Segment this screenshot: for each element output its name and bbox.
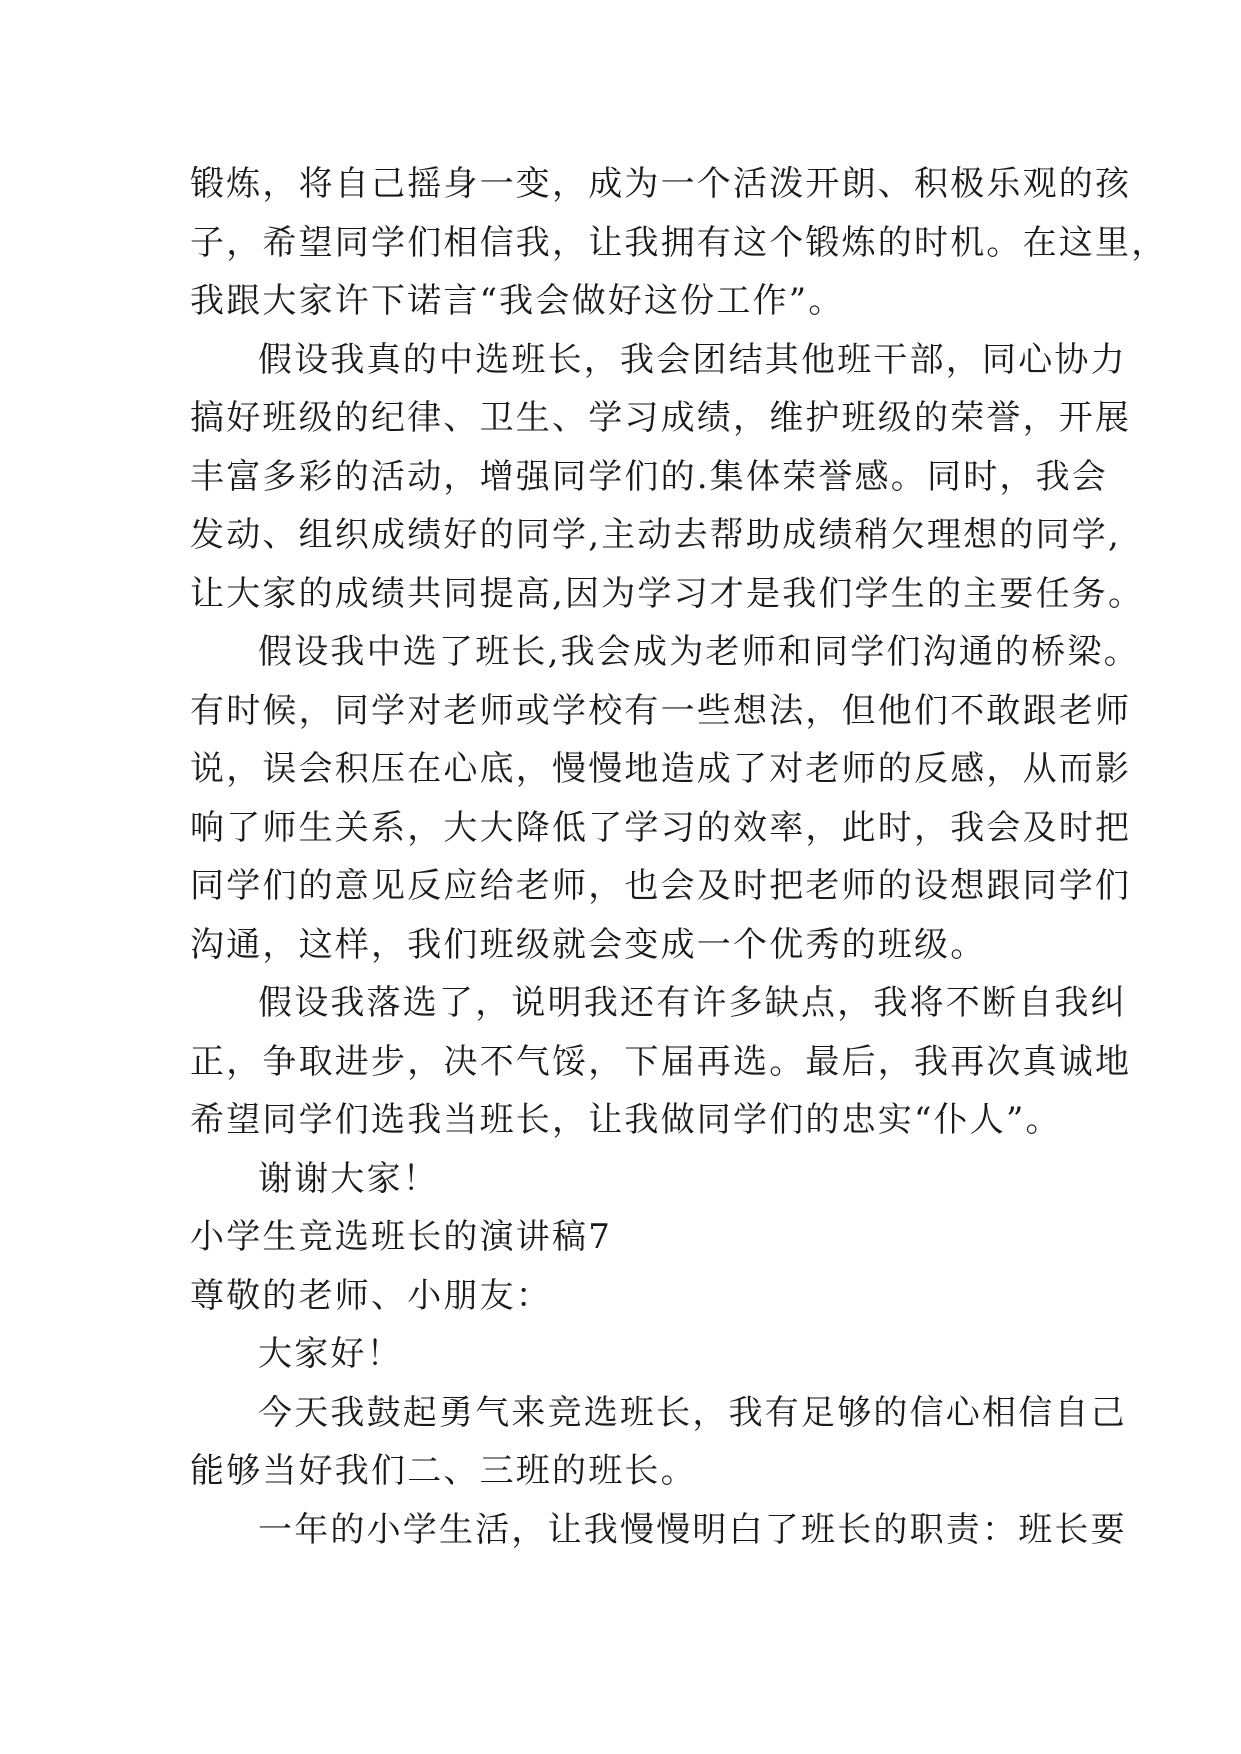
paragraph-start-line: 假设我真的中选班长，我会团结其他班干部，同心协力 — [258, 339, 1127, 380]
document-body — [190, 155, 1168, 1559]
paragraph-start-line: 一年的小学生活，让我慢慢明白了班长的职责：班长要 — [258, 1509, 1127, 1550]
section-heading: 小学生竞选班长的演讲稿7 — [190, 1217, 613, 1257]
text-line: 我跟大家许下诺言“我会做好这份工作”。 — [190, 281, 845, 321]
text-line: 沟通，这样，我们班级就会变成一个优秀的班级。 — [190, 924, 987, 965]
closing-line: 谢谢大家！ — [258, 1158, 439, 1199]
text-line: 锻炼，将自己摇身一变，成为一个活泼开朗、积极乐观的孩 — [190, 164, 1132, 204]
text-line: 有时候，同学对老师或学校有一些想法，但他们不敢跟老师 — [190, 690, 1132, 731]
text-line: 子，希望同学们相信我，让我拥有这个锻炼的时机。在这里， — [190, 222, 1168, 263]
text-line: 说，误会积压在心底，慢慢地造成了对老师的反感，从而影 — [190, 749, 1132, 789]
paragraph-start-line: 假设我落选了，说明我还有许多缺点，我将不断自我纠 — [258, 983, 1127, 1023]
salutation-line: 尊敬的老师、小朋友： — [190, 1275, 552, 1316]
text-line: 发动、组织成绩好的同学,主动去帮助成绩稍欠理想的同学, — [190, 515, 1122, 555]
text-line: 希望同学们选我当班长，让我做同学们的忠实“仆人”。 — [190, 1100, 1062, 1140]
text-line: 正，争取进步，决不气馁，下届再选。最后，我再次真诚地 — [190, 1041, 1132, 1082]
text-line: 丰富多彩的活动，增强同学们的.集体荣誉感。同时，我会 — [190, 456, 1109, 497]
paragraph-start-line: 假设我中选了班长,我会成为老师和同学们沟通的桥梁。 — [258, 632, 1140, 672]
text-line: 能够当好我们二、三班的班长。 — [190, 1451, 697, 1491]
text-line: 同学们的意见反应给老师，也会及时把老师的设想跟同学们 — [190, 866, 1132, 906]
text-line: 搞好班级的纪律、卫生、学习成绩，维护班级的荣誉，开展 — [190, 398, 1132, 438]
text-line: 让大家的成绩共同提高,因为学习才是我们学生的主要任务。 — [190, 573, 1145, 614]
text-line: 响了师生关系，大大降低了学习的效率，此时，我会及时把 — [190, 807, 1132, 848]
greeting-line: 大家好！ — [258, 1334, 403, 1374]
paragraph-start-line: 今天我鼓起勇气来竞选班长，我有足够的信心相信自己 — [258, 1392, 1127, 1433]
